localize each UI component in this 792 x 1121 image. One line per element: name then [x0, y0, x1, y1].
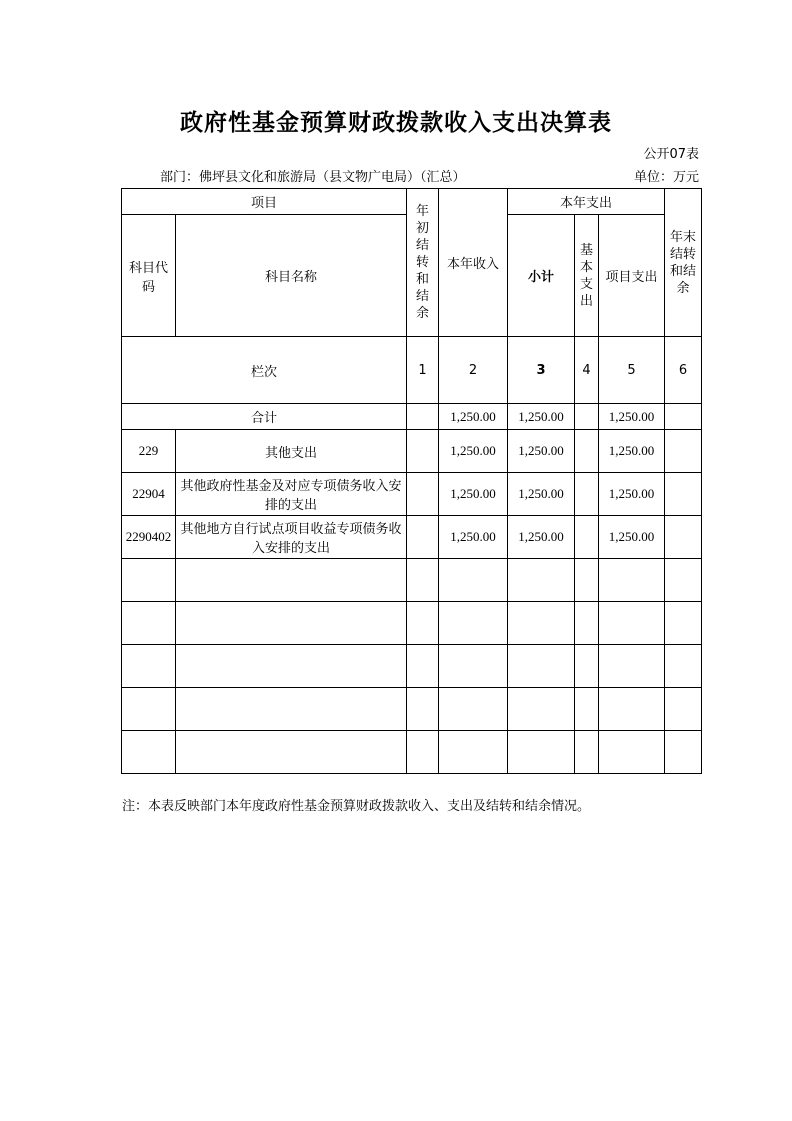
row-basic-expense — [575, 473, 599, 516]
unit-label: 单位：万元 — [633, 170, 699, 185]
table-row — [122, 516, 702, 559]
row-code: 2290402 — [122, 516, 176, 559]
budget-table — [121, 188, 702, 774]
header-project: 项目 — [122, 189, 407, 215]
footnote: 注：本表反映部门本年度政府性基金预算财政拨款收入、支出及结转和结余情况。 — [122, 799, 591, 814]
total-income: 1,250.00 — [439, 404, 508, 430]
empty-row — [122, 602, 702, 645]
row-name: 其他支出 — [176, 430, 407, 473]
row-income: 1,250.00 — [439, 473, 508, 516]
row-begin-balance — [407, 516, 439, 559]
total-begin-balance — [407, 404, 439, 430]
total-basic-expense — [575, 404, 599, 430]
row-project-expense: 1,250.00 — [599, 516, 665, 559]
header-subject-code: 科目代码 — [122, 215, 176, 337]
page-title: 政府性基金预算财政拨款收入支出决算表 — [180, 110, 612, 136]
column-number-4: 4 — [575, 337, 599, 404]
row-income: 1,250.00 — [439, 516, 508, 559]
header-project-expense: 项目支出 — [599, 215, 665, 337]
total-project-expense: 1,250.00 — [599, 404, 665, 430]
column-number-label: 栏次 — [122, 337, 407, 404]
column-number-6: 6 — [665, 337, 702, 404]
row-subtotal: 1,250.00 — [508, 473, 575, 516]
column-number-1: 1 — [407, 337, 439, 404]
row-basic-expense — [575, 516, 599, 559]
table-row — [122, 473, 702, 516]
row-name: 其他地方自行试点项目收益专项债务收入安排的支出 — [176, 516, 407, 559]
header-end-balance: 年末结转和结余 — [665, 189, 702, 337]
row-basic-expense — [575, 430, 599, 473]
department-label: 部门：佛坪县文化和旅游局（县文物广电局）（汇总） — [160, 170, 466, 185]
form-code: 公开07表 — [643, 147, 699, 162]
row-code: 229 — [122, 430, 176, 473]
header-income: 本年收入 — [439, 189, 508, 337]
header-expense-group: 本年支出 — [508, 189, 665, 215]
row-subtotal: 1,250.00 — [508, 430, 575, 473]
header-basic-expense: 基本支出 — [575, 215, 599, 337]
header-begin-balance: 年初结转和结余 — [407, 189, 439, 337]
total-label: 合计 — [122, 404, 407, 430]
column-number-3: 3 — [508, 337, 575, 404]
row-end-balance — [665, 473, 702, 516]
empty-row — [122, 731, 702, 774]
empty-row — [122, 688, 702, 731]
empty-row — [122, 559, 702, 602]
table-row — [122, 430, 702, 473]
header-subject-name: 科目名称 — [176, 215, 407, 337]
total-end-balance — [665, 404, 702, 430]
column-number-5: 5 — [599, 337, 665, 404]
total-row — [122, 404, 702, 430]
row-name: 其他政府性基金及对应专项债务收入安排的支出 — [176, 473, 407, 516]
row-project-expense: 1,250.00 — [599, 430, 665, 473]
column-number-2: 2 — [439, 337, 508, 404]
row-subtotal: 1,250.00 — [508, 516, 575, 559]
row-begin-balance — [407, 473, 439, 516]
empty-row — [122, 645, 702, 688]
column-number-row — [122, 337, 702, 404]
row-end-balance — [665, 516, 702, 559]
row-income: 1,250.00 — [439, 430, 508, 473]
row-end-balance — [665, 430, 702, 473]
row-begin-balance — [407, 430, 439, 473]
header-subtotal: 小计 — [508, 215, 575, 337]
row-project-expense: 1,250.00 — [599, 473, 665, 516]
row-code: 22904 — [122, 473, 176, 516]
header-row-1 — [122, 189, 702, 215]
total-subtotal: 1,250.00 — [508, 404, 575, 430]
